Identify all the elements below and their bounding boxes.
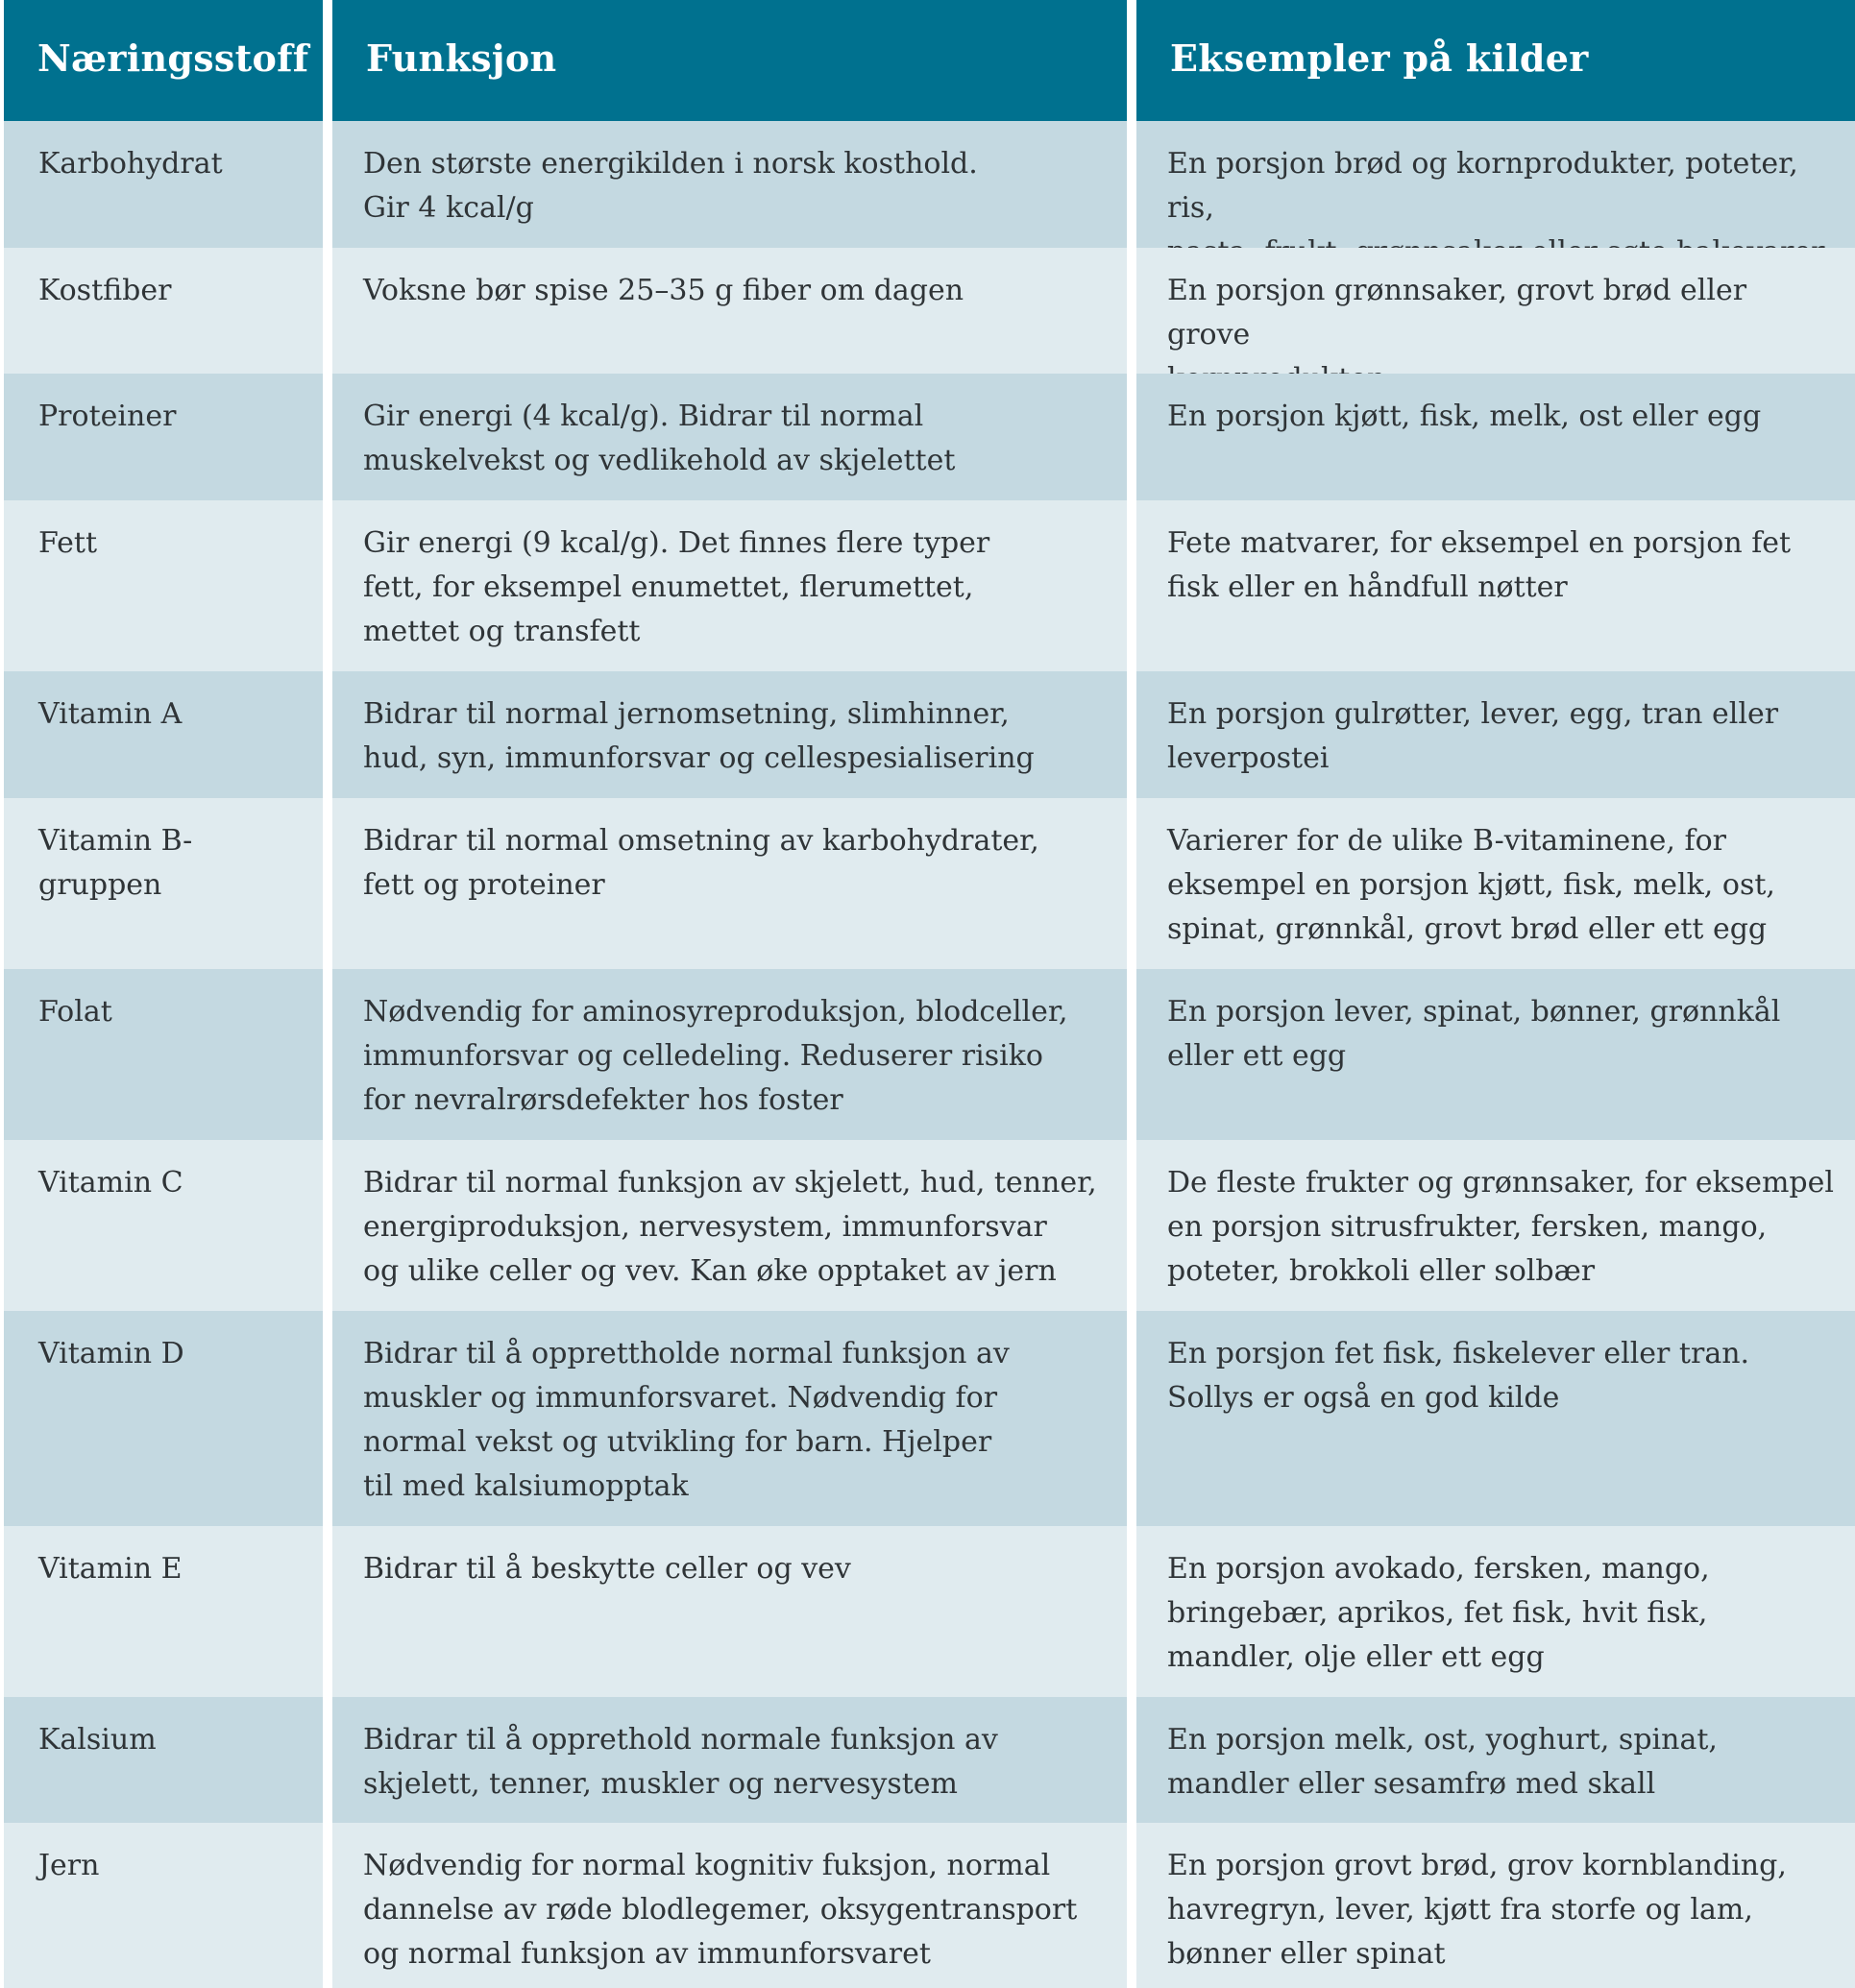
cell-function: Nødvendig for normal kognitiv fuksjon, normal dannelse av røde blodlegemer, oksygentransport og normal funksjon av immunforsvaret [332, 1823, 1127, 1988]
cell-function: Voksne bør spise 25–35 g fiber om dagen [332, 248, 1127, 374]
cell-function: Bidrar til normal omsetning av karbohydrater, fett og proteiner [332, 798, 1127, 969]
cell-nutrient: Fett [4, 500, 323, 671]
cell-nutrient: Kalsium [4, 1697, 323, 1823]
cell-function: Den største energikilden i norsk kosthold. Gir 4 kcal/g [332, 121, 1127, 248]
cell-nutrient: Vitamin A [4, 671, 323, 798]
cell-function: Gir energi (9 kcal/g). Det finnes flere typer fett, for eksempel enumettet, flerumettet, mettet og transfett [332, 500, 1127, 671]
cell-sources: En porsjon kjøtt, fisk, melk, ost eller egg [1136, 374, 1855, 500]
cell-sources: En porsjon fet fisk, fiskelever eller tran. Sollys er også en god kilde [1136, 1311, 1855, 1526]
cell-function: Bidrar til normal funksjon av skjelett, hud, tenner, energiproduksjon, nervesystem, immunforsvar og ulike celler og vev. Kan øke opptaket av jern [332, 1140, 1127, 1311]
cell-sources: En porsjon lever, spinat, bønner, grønnkål eller ett egg [1136, 969, 1855, 1140]
cell-nutrient: Vitamin B- gruppen [4, 798, 323, 969]
cell-nutrient: Kostfiber [4, 248, 323, 374]
cell-nutrient: Vitamin C [4, 1140, 323, 1311]
cell-sources: En porsjon grovt brød, grov kornblanding, havregryn, lever, kjøtt fra storfe og lam, bønner eller spinat [1136, 1823, 1855, 1988]
cell-function: Bidrar til å beskytte celler og vev [332, 1526, 1127, 1697]
cell-function: Nødvendig for aminosyreproduksjon, blodceller, immunforsvar og celledeling. Reduserer risiko for nevralrørsdefekter hos foster [332, 969, 1127, 1140]
nutrient-table [4, 0, 1855, 1988]
cell-sources: Fete matvarer, for eksempel en porsjon fet fisk eller en håndfull nøtter [1136, 500, 1855, 671]
cell-sources: En porsjon gulrøtter, lever, egg, tran eller leverpostei [1136, 671, 1855, 798]
header-sources: Eksempler på kilder [1136, 0, 1855, 121]
cell-sources: En porsjon brød og kornprodukter, poteter, ris, [1136, 121, 1855, 248]
cell-nutrient: Karbohydrat [4, 121, 323, 248]
cell-function: Bidrar til normal jernomsetning, slimhinner, hud, syn, immunforsvar og cellespesialisering [332, 671, 1127, 798]
cell-sources: Varierer for de ulike B-vitaminene, for eksempel en porsjon kjøtt, fisk, melk, ost, spinat, grønnkål, grovt brød eller ett egg [1136, 798, 1855, 969]
cell-nutrient: Vitamin E [4, 1526, 323, 1697]
cell-function: Bidrar til å opprettholde normal funksjon av muskler og immunforsvaret. Nødvendig for normal vekst og utvikling for barn. Hjelper til med kalsiumopptak [332, 1311, 1127, 1526]
cell-sources: En porsjon melk, ost, yoghurt, spinat, mandler eller sesamfrø med skall [1136, 1697, 1855, 1823]
cell-sources: En porsjon avokado, fersken, mango, bringebær, aprikos, fet fisk, hvit fisk, mandler, olje eller ett egg [1136, 1526, 1855, 1697]
header-nutrient: Næringsstoff [4, 0, 323, 121]
cell-nutrient: Vitamin D [4, 1311, 323, 1526]
cell-function: Gir energi (4 kcal/g). Bidrar til normal muskelvekst og vedlikehold av skjelettet [332, 374, 1127, 500]
cell-sources: En porsjon grønnsaker, grovt brød eller grove [1136, 248, 1855, 374]
cell-nutrient: Folat [4, 969, 323, 1140]
header-function: Funksjon [332, 0, 1127, 121]
cell-nutrient: Jern [4, 1823, 323, 1988]
cell-nutrient: Proteiner [4, 374, 323, 500]
cell-sources: De fleste frukter og grønnsaker, for eksempel en porsjon sitrusfrukter, fersken, mango, poteter, brokkoli eller solbær [1136, 1140, 1855, 1311]
cell-function: Bidrar til å opprethold normale funksjon av skjelett, tenner, muskler og nervesystem [332, 1697, 1127, 1823]
